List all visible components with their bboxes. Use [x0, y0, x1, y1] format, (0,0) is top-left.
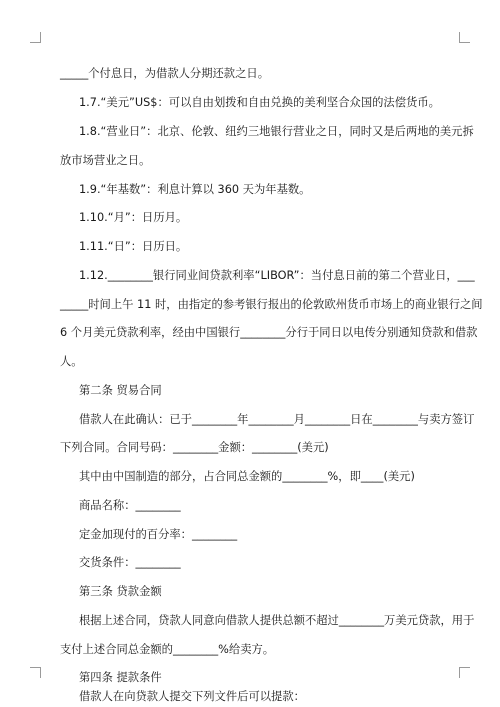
clause-1-7: 1.7.“美元”US$：可以自由划拨和自由兑换的美利坚合众国的法偿货币。 — [79, 96, 440, 109]
text-line: 支付上述合同总金额的________%给卖方。 — [60, 643, 275, 656]
article-2-heading: 第二条 贸易合同 — [79, 384, 162, 397]
text-line: 定金加现付的百分率：________ — [79, 528, 238, 541]
crop-mark-top-right — [459, 32, 470, 43]
text-line: 下列合同。合同号码：________金额：________(美元) — [60, 441, 329, 454]
text-line: 借款人在向贷款人提交下列文件后可以提款： — [79, 690, 305, 703]
clause-1-9: 1.9.“年基数”：利息计算以 360 天为年基数。 — [79, 183, 311, 196]
crop-mark-top-left — [30, 32, 41, 43]
text-line: 人。 — [60, 355, 83, 368]
clause-1-11: 1.11.“日”：日历日。 — [79, 240, 188, 253]
text-line: _____时间上午 11 时，由指定的参考银行报出的伦敦欧州货币市场上的商业银行之间 — [60, 298, 483, 311]
clause-1-12: 1.12.________银行同业间贷款利率“LIBOR”：当付息日前的第二个营业日，___ — [79, 269, 475, 282]
text-line: 借款人在此确认：已于________年________月________日在________与卖方签订 — [79, 413, 475, 426]
article-3-heading: 第三条 贷款金额 — [79, 585, 162, 598]
clause-1-10: 1.10.“月”：日历月。 — [79, 211, 188, 224]
text-line: 6 个月美元贷款利率，经由中国银行________分行于同日以电传分别通知贷款和借款 — [60, 326, 478, 339]
crop-mark-bottom-left — [30, 667, 41, 678]
text-line: 根据上述合同，贷款人同意向借款人提供总额不超过________万美元贷款，用于 — [79, 614, 475, 627]
text-line: 商品名称：________ — [79, 499, 181, 512]
clause-1-8: 1.8.“营业日”：北京、伦敦、纽约三地银行营业之日，同时又是后两地的美元拆 — [79, 125, 474, 138]
text-line: 其中由中国制造的部分，占合同总金额的________%，即____(美元) — [79, 470, 415, 483]
text-line: _____个付息日，为借款人分期还款之日。 — [60, 67, 269, 80]
article-4-heading: 第四条 提款条件 — [79, 671, 162, 684]
text-line: 放市场营业之日。 — [60, 154, 151, 167]
text-line: 交货条件：________ — [79, 556, 181, 569]
